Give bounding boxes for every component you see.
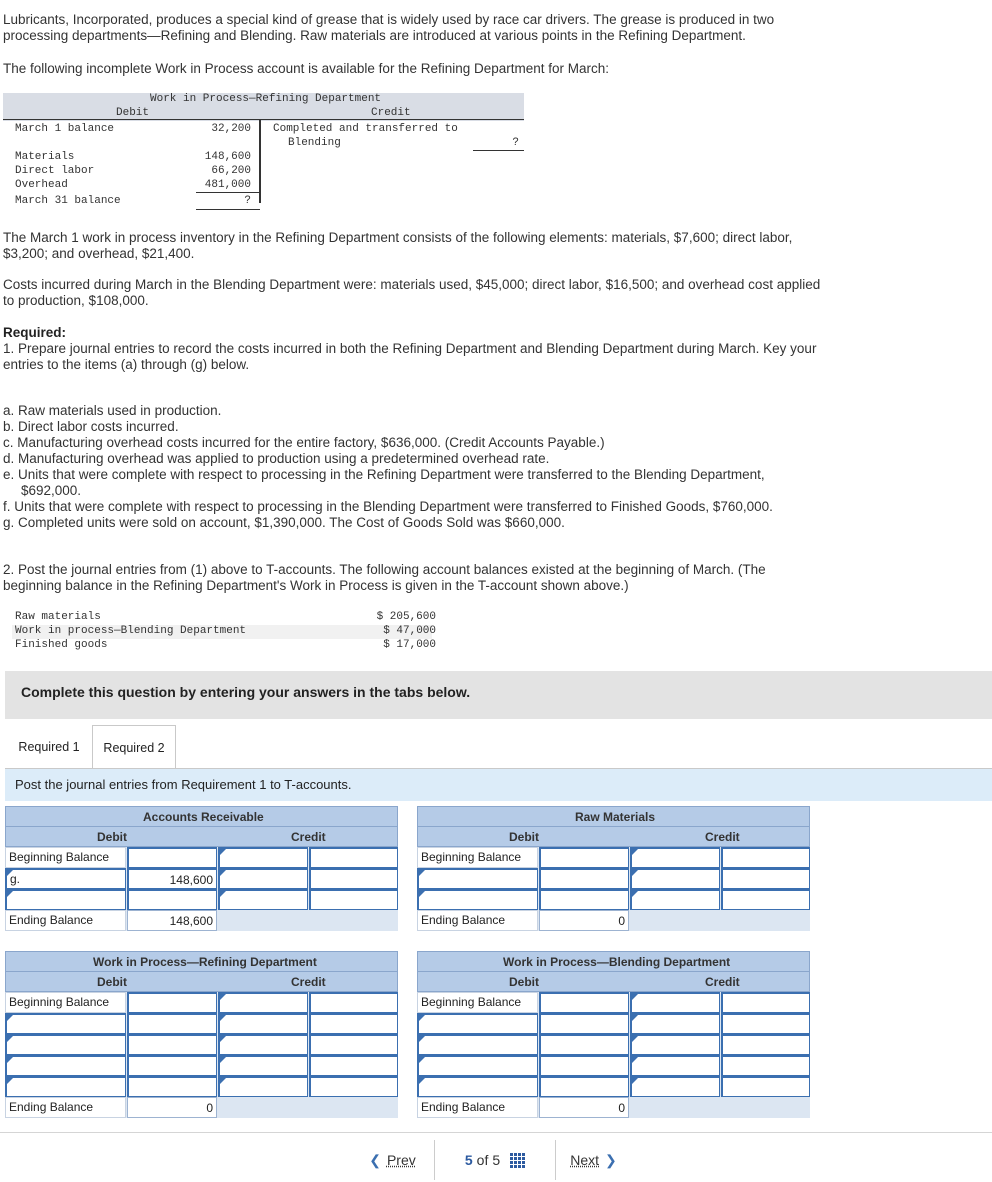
- debit-header: Debit: [509, 975, 539, 989]
- debit-label-select[interactable]: [5, 1055, 126, 1076]
- account-row: [5, 889, 398, 910]
- dropdown-icon: [7, 1057, 13, 1063]
- account-subheader: [417, 972, 810, 992]
- debit-label-select[interactable]: [5, 889, 126, 910]
- debit-input[interactable]: [539, 992, 629, 1013]
- debit-label-select[interactable]: [5, 1013, 126, 1034]
- item-b: b. Direct labor costs incurred.: [3, 419, 179, 434]
- debit-label-select[interactable]: [417, 868, 538, 889]
- balance-label: Work in process—Blending Department: [15, 625, 247, 637]
- credit-label-select[interactable]: [218, 1055, 308, 1076]
- account-subheader: [5, 827, 398, 847]
- dropdown-icon: [632, 870, 638, 876]
- row-label: March 1 balance: [15, 123, 115, 135]
- grid-icon[interactable]: [510, 1153, 525, 1168]
- credit-label-select[interactable]: [218, 868, 308, 889]
- credit-input[interactable]: [721, 847, 810, 868]
- selected-label: g.: [10, 872, 21, 886]
- prev-label: Prev: [386, 1152, 416, 1168]
- ending-value: 0: [618, 914, 625, 928]
- account-row: [5, 1034, 398, 1055]
- row-label: Beginning Balance: [5, 847, 126, 868]
- debit-input[interactable]: [539, 1076, 629, 1097]
- debit-input[interactable]: [539, 889, 629, 910]
- debit-input[interactable]: [127, 1034, 217, 1055]
- row-value: 32,200: [211, 123, 251, 135]
- row-value: 148,600: [204, 151, 251, 163]
- credit-header: Credit: [705, 830, 740, 844]
- account-subheader: [417, 827, 810, 847]
- debit-label-select[interactable]: [417, 889, 538, 910]
- intro-paragraph: Lubricants, Incorporated, produces a special kind of grease that is widely used by race car drivers. The grease is produced in two processing departments—Refining and Blending. Raw materials are introduced at various points in the Refining Department.: [3, 12, 775, 43]
- dropdown-icon: [419, 1057, 425, 1063]
- row-label: Materials: [15, 151, 75, 163]
- account-row: [417, 992, 810, 1013]
- dropdown-icon: [220, 870, 226, 876]
- t-account-title: Work in Process—Refining Department: [150, 93, 382, 105]
- credit-header: Credit: [291, 975, 326, 989]
- row-label: Beginning Balance: [5, 992, 126, 1013]
- divider: [3, 119, 524, 120]
- dropdown-icon: [632, 994, 638, 1000]
- credit-label-select[interactable]: [630, 1076, 720, 1097]
- account-row: [5, 1097, 398, 1118]
- debit-input[interactable]: [127, 1055, 217, 1076]
- account-row: [417, 847, 810, 868]
- credit-label-select[interactable]: [218, 992, 308, 1013]
- row-label: Ending Balance: [5, 910, 126, 931]
- tab-required-1[interactable]: Required 1: [18, 740, 80, 754]
- credit-label-select[interactable]: [218, 1034, 308, 1055]
- ending-value: 148,600: [169, 914, 213, 928]
- account-row: [5, 1055, 398, 1076]
- credit-input[interactable]: [721, 1076, 810, 1097]
- paragraph: Costs incurred during March in the Blending Department were: materials used, $45,000; direct labor, $16,500; and overhead cost applied to production, $108,000.: [3, 277, 821, 308]
- row-label: March 31 balance: [15, 195, 121, 207]
- debit-input[interactable]: [127, 868, 217, 889]
- balance-label: Finished goods: [15, 639, 108, 651]
- dropdown-icon: [419, 870, 425, 876]
- account-row: [417, 1034, 810, 1055]
- debit-input[interactable]: [127, 992, 217, 1013]
- dropdown-icon: [7, 1036, 13, 1042]
- account-title: [417, 806, 810, 827]
- credit-input[interactable]: [309, 1055, 398, 1076]
- credit-label-select[interactable]: [218, 889, 308, 910]
- credit-label-select[interactable]: [630, 1055, 720, 1076]
- debit-label-select[interactable]: [417, 1013, 538, 1034]
- t-account-debit: Debit: [116, 107, 150, 119]
- debit-label-select[interactable]: [5, 1034, 126, 1055]
- item-f: f. Units that were complete with respect to processing in the Blending Department were transferred to Finished Goods, $760,000.: [3, 499, 773, 514]
- credit-label-select[interactable]: [630, 847, 720, 868]
- next-button[interactable]: [555, 1140, 637, 1180]
- credit-input[interactable]: [721, 1034, 810, 1055]
- credit-input[interactable]: [309, 1013, 398, 1034]
- dropdown-icon: [419, 1078, 425, 1084]
- balance-row: [12, 639, 436, 653]
- credit-label-select[interactable]: [630, 868, 720, 889]
- account-subheader: [5, 972, 398, 992]
- tab-instruction: [5, 769, 992, 801]
- credit-input[interactable]: [721, 889, 810, 910]
- item-a: a. Raw materials used in production.: [3, 403, 222, 418]
- balance-value: $ 205,600: [376, 611, 436, 623]
- account-title-text: Accounts Receivable: [143, 810, 264, 824]
- debit-input[interactable]: [539, 868, 629, 889]
- debit-input[interactable]: [127, 847, 217, 868]
- dropdown-icon: [7, 1015, 13, 1021]
- dropdown-icon: [7, 870, 13, 876]
- item-e-cont: $692,000.: [21, 483, 82, 498]
- ending-balance: [539, 910, 629, 931]
- credit-label-select[interactable]: [630, 889, 720, 910]
- divider: [259, 120, 261, 203]
- debit-input[interactable]: [127, 889, 217, 910]
- debit-label-select[interactable]: [417, 1055, 538, 1076]
- req2-paragraph: 2. Post the journal entries from (1) above to T-accounts. The following account balances existed at the beginning of March. (The beginning balance in the Refining Department's Work in Process is given in the T-account shown above.): [3, 562, 766, 593]
- divider: [0, 1132, 992, 1133]
- ending-balance: [127, 910, 217, 931]
- credit-input[interactable]: [721, 992, 810, 1013]
- t-account-credit: Credit: [371, 107, 411, 119]
- account-row: [417, 868, 810, 889]
- divider: [196, 192, 260, 193]
- credit-input[interactable]: [309, 889, 398, 910]
- dropdown-icon: [632, 849, 638, 855]
- debit-header: Debit: [97, 830, 127, 844]
- debit-input[interactable]: [539, 847, 629, 868]
- item-e: e. Units that were complete with respect to processing in the Refining Department were transferred to the Blending Department,: [3, 467, 765, 482]
- credit-label-select[interactable]: [218, 1013, 308, 1034]
- credit-input[interactable]: [721, 1055, 810, 1076]
- account-title-text: Work in Process—Blending Department: [503, 955, 731, 969]
- prev-button[interactable]: [345, 1140, 435, 1180]
- dropdown-icon: [632, 891, 638, 897]
- account-row: [5, 910, 398, 931]
- dropdown-icon: [419, 1036, 425, 1042]
- credit-input[interactable]: [309, 847, 398, 868]
- credit-input[interactable]: [309, 1034, 398, 1055]
- page-of: of: [476, 1152, 489, 1168]
- chevron-right-icon: ❯: [605, 1151, 617, 1168]
- ending-value: 0: [618, 1101, 625, 1115]
- balance-value: $ 47,000: [383, 625, 436, 637]
- intro-paragraph-2: The following incomplete Work in Process account is available for the Refining Department for March:: [3, 61, 610, 76]
- required-item: 1. Prepare journal entries to record the costs incurred in both the Refining Department and Blending Department during March. Key your entries to the items (a) through (g) below.: [3, 341, 817, 372]
- account-row: [417, 1055, 810, 1076]
- row-label: Beginning Balance: [417, 992, 538, 1013]
- credit-label-select[interactable]: [630, 1013, 720, 1034]
- account-title: [5, 806, 398, 827]
- account-title: [5, 951, 398, 972]
- item-d: d. Manufacturing overhead was applied to production using a predetermined overhead rate.: [3, 451, 550, 466]
- account-row: [5, 1076, 398, 1097]
- ending-balance: [539, 1097, 629, 1118]
- row-label: Overhead: [15, 179, 68, 191]
- ending-value: 0: [206, 1101, 213, 1115]
- account-row: [417, 889, 810, 910]
- instructions-banner: [5, 671, 992, 719]
- account-row: [417, 910, 810, 931]
- dropdown-icon: [7, 1078, 13, 1084]
- row-label: Ending Balance: [417, 910, 538, 931]
- debit-input[interactable]: [127, 1013, 217, 1034]
- account-row: [417, 1076, 810, 1097]
- credit-value: ?: [512, 137, 519, 149]
- paragraph: The March 1 work in process inventory in the Refining Department consists of the following elements: materials, $7,600; direct labor, $3,200; and overhead, $21,400.: [3, 230, 793, 261]
- balance-label: Raw materials: [15, 611, 101, 623]
- credit-label: Completed and transferred to: [273, 123, 458, 135]
- banner-text: Complete this question by entering your answers in the tabs below.: [21, 684, 471, 700]
- row-label: Beginning Balance: [417, 847, 538, 868]
- debit-input[interactable]: [539, 1055, 629, 1076]
- divider: [196, 209, 260, 210]
- account-row: [417, 1097, 810, 1118]
- account-title-text: Raw Materials: [575, 810, 656, 824]
- credit-label-select[interactable]: [218, 1076, 308, 1097]
- debit-input[interactable]: [539, 1013, 629, 1034]
- dropdown-icon: [220, 994, 226, 1000]
- debit-header: Debit: [509, 830, 539, 844]
- account-row: [5, 868, 398, 889]
- debit-value: 148,600: [169, 873, 213, 887]
- credit-input[interactable]: [721, 1013, 810, 1034]
- debit-label-select[interactable]: [417, 1034, 538, 1055]
- balance-value: $ 17,000: [383, 639, 436, 651]
- dropdown-icon: [632, 1036, 638, 1042]
- debit-input[interactable]: [127, 1076, 217, 1097]
- row-label: Ending Balance: [417, 1097, 538, 1118]
- dropdown-icon: [220, 1078, 226, 1084]
- account-title: [417, 951, 810, 972]
- wip-refining-t-account: [3, 93, 524, 211]
- dropdown-icon: [220, 849, 226, 855]
- credit-label-select[interactable]: [630, 992, 720, 1013]
- row-label: Direct labor: [15, 165, 95, 177]
- debit-input[interactable]: [539, 1034, 629, 1055]
- dropdown-icon: [632, 1078, 638, 1084]
- credit-input[interactable]: [309, 992, 398, 1013]
- row-value: 66,200: [211, 165, 251, 177]
- account-row: [5, 847, 398, 868]
- page-indicator: [437, 1140, 553, 1180]
- tab-required-2[interactable]: Required 2: [92, 725, 176, 769]
- total-pages: 5: [492, 1152, 501, 1168]
- credit-label-select[interactable]: [218, 847, 308, 868]
- credit-label-select[interactable]: [630, 1034, 720, 1055]
- dropdown-icon: [220, 1036, 226, 1042]
- debit-header: Debit: [97, 975, 127, 989]
- account-row: [417, 1013, 810, 1034]
- item-g: g. Completed units were sold on account, $1,390,000. The Cost of Goods Sold was $660,000.: [3, 515, 565, 530]
- credit-header: Credit: [291, 830, 326, 844]
- credit-label: Blending: [288, 137, 341, 149]
- dropdown-icon: [220, 891, 226, 897]
- next-label: Next: [570, 1152, 600, 1168]
- dropdown-icon: [419, 891, 425, 897]
- dropdown-icon: [632, 1015, 638, 1021]
- row-value: 481,000: [204, 179, 251, 191]
- divider: [473, 150, 524, 151]
- item-c: c. Manufacturing overhead costs incurred for the entire factory, $636,000. (Credit Accounts Payable.): [3, 435, 605, 450]
- credit-input[interactable]: [309, 868, 398, 889]
- dropdown-icon: [7, 891, 13, 897]
- credit-input[interactable]: [721, 868, 810, 889]
- chevron-left-icon: ❮: [369, 1151, 381, 1168]
- credit-input[interactable]: [309, 1076, 398, 1097]
- debit-label-select[interactable]: [5, 1076, 126, 1097]
- credit-header: Credit: [705, 975, 740, 989]
- debit-label-select[interactable]: [5, 868, 126, 889]
- balance-row: [12, 625, 436, 639]
- account-title-text: Work in Process—Refining Department: [93, 955, 317, 969]
- dropdown-icon: [220, 1057, 226, 1063]
- debit-label-select[interactable]: [417, 1076, 538, 1097]
- row-value: ?: [244, 195, 251, 207]
- account-row: [5, 992, 398, 1013]
- dropdown-icon: [632, 1057, 638, 1063]
- dropdown-icon: [220, 1015, 226, 1021]
- instruction-text: Post the journal entries from Requirement 1 to T-accounts.: [15, 777, 352, 792]
- row-label: Ending Balance: [5, 1097, 126, 1118]
- ending-balance: [127, 1097, 217, 1118]
- current-page: 5: [464, 1152, 473, 1168]
- account-row: [5, 1013, 398, 1034]
- dropdown-icon: [419, 1015, 425, 1021]
- balance-row: [12, 611, 436, 625]
- required-heading: Required:: [3, 325, 67, 340]
